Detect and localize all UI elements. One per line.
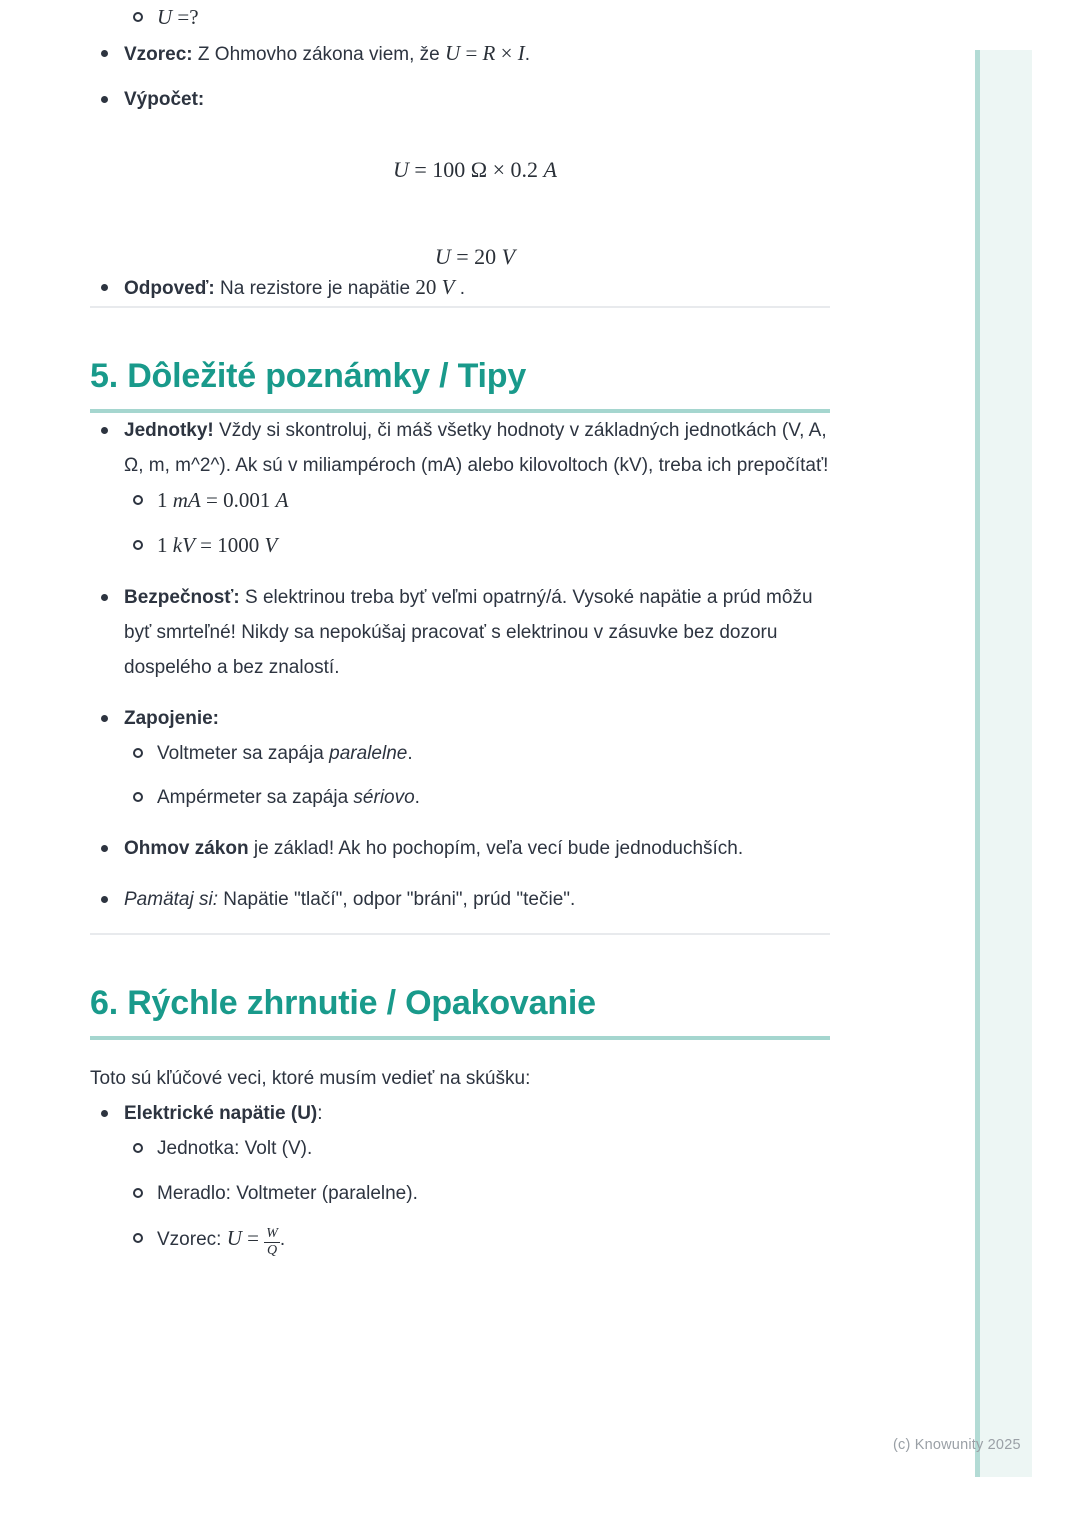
section-6-list: [90, 1096, 830, 1259]
bold-label: Jednotky!: [124, 420, 214, 441]
answer-list: [90, 270, 830, 306]
math-expression: 20 V: [415, 275, 455, 299]
list-item-vzorec: [90, 36, 830, 72]
text-run: :: [317, 1103, 323, 1124]
math-expression: U = R × I: [445, 41, 525, 65]
list-item-ohmov-zakon: [90, 831, 830, 866]
section-6-title: 6. Rýchle zhrnutie / Opakovanie: [90, 983, 830, 1040]
text-run: Vzorec:: [157, 1229, 227, 1250]
text-run: Napätie "tlačí", odpor "bráni", prúd "tečie".: [217, 889, 576, 910]
list-item-zapojenie: [90, 701, 830, 815]
italic-label: Pamätaj si:: [124, 889, 218, 910]
text-run: .: [279, 1229, 286, 1250]
section-6-intro: Toto sú kľúčové veci, ktoré musím vedieť na skúšku:: [90, 1068, 531, 1089]
equation-block-1: U = 100 Ω × 0.2 A: [392, 157, 557, 182]
equation-block-2: U = 20 V: [434, 244, 516, 269]
bold-label: Bezpečnosť:: [124, 587, 240, 608]
sublist-item-ampermeter: [124, 780, 830, 815]
section-divider: [90, 306, 830, 308]
text-run: Vždy si skontroluj, či máš všetky hodnoty v základných jednotkách (V, A, Ω, m, m^2^). Ak sú v miliampéroch (mA) alebo kilovoltoch (kV), treba ich prepočítať!: [124, 420, 829, 476]
side-highlight-stripe: [975, 50, 1032, 1477]
given-item-u: [90, 0, 830, 36]
text-run: Ampérmeter sa zapája: [157, 787, 354, 808]
given-values-list: [90, 0, 830, 36]
math-expression: 1 kV = 1000 V: [157, 533, 278, 557]
bold-label: Elektrické napätie (U): [124, 1103, 318, 1124]
italic-run: paralelne: [329, 743, 408, 764]
sublist-item-kv: [124, 528, 830, 564]
text-run: Z Ohmovho zákona viem, že: [192, 44, 446, 65]
section-5-list: [90, 413, 830, 917]
bold-label: Zapojenie:: [124, 708, 220, 729]
section-5-title: 5. Dôležité poznámky / Tipy: [90, 356, 830, 413]
text-run: Na rezistore je napätie: [214, 278, 416, 299]
text-run: .: [414, 787, 420, 808]
bold-label: Odpoveď:: [124, 278, 215, 299]
copyright-watermark: (c) Knowunity 2025: [893, 1437, 1021, 1453]
list-item-jednotky: [90, 413, 830, 564]
sublist-item-ma: [124, 483, 830, 519]
list-item-bezpecnost: [90, 580, 830, 685]
document-content: [90, 0, 830, 1269]
unit-conversion-sublist: [124, 483, 830, 564]
text-run: Voltmeter sa zapája: [157, 743, 330, 764]
text-run: je základ! Ak ho pochopím, veľa vecí bude jednoduchších.: [248, 838, 744, 859]
bold-label: Ohmov zákon: [124, 838, 249, 859]
text-run: .: [524, 44, 530, 65]
text-run: S elektrinou treba byť veľmi opatrný/á. Vysoké napätie a prúd môžu byť smrteľné! Nikdy sa nepokúšaj pracovať s elektrinou v zásuvke bez dozoru dospelého a bez znalostí.: [124, 587, 813, 678]
text-run: Jednotka: Volt (V).: [157, 1138, 313, 1159]
sublist-item-vzorec: [124, 1221, 830, 1259]
math-expression: U =?: [157, 5, 199, 29]
zapojenie-sublist: [124, 736, 830, 815]
sublist-item-voltmeter: [124, 736, 830, 771]
math-expression: 1 mA = 0.001 A: [157, 488, 289, 512]
text-run: Meradlo: Voltmeter (paralelne).: [157, 1183, 418, 1204]
solution-steps-list: [90, 36, 830, 117]
text-run: .: [454, 278, 466, 299]
list-item-pamataj: [90, 882, 830, 917]
napatie-sublist: [124, 1131, 830, 1259]
sublist-item-jednotka: [124, 1131, 830, 1166]
bold-label: Výpočet:: [124, 89, 205, 110]
fraction: $\frac{W}{Q}$: [266, 1225, 278, 1258]
list-item-odpoved: [90, 270, 830, 306]
sublist-item-meradlo: [124, 1176, 830, 1211]
list-item-vypocet: [90, 82, 830, 117]
math-expression: U = $\frac{W}{Q}$: [226, 1225, 278, 1258]
section-divider: [90, 933, 830, 935]
text-run: .: [407, 743, 413, 764]
list-item-elektricke-napatie: [90, 1096, 830, 1259]
bold-label: Vzorec:: [124, 44, 193, 65]
italic-run: sériovo: [353, 787, 415, 808]
